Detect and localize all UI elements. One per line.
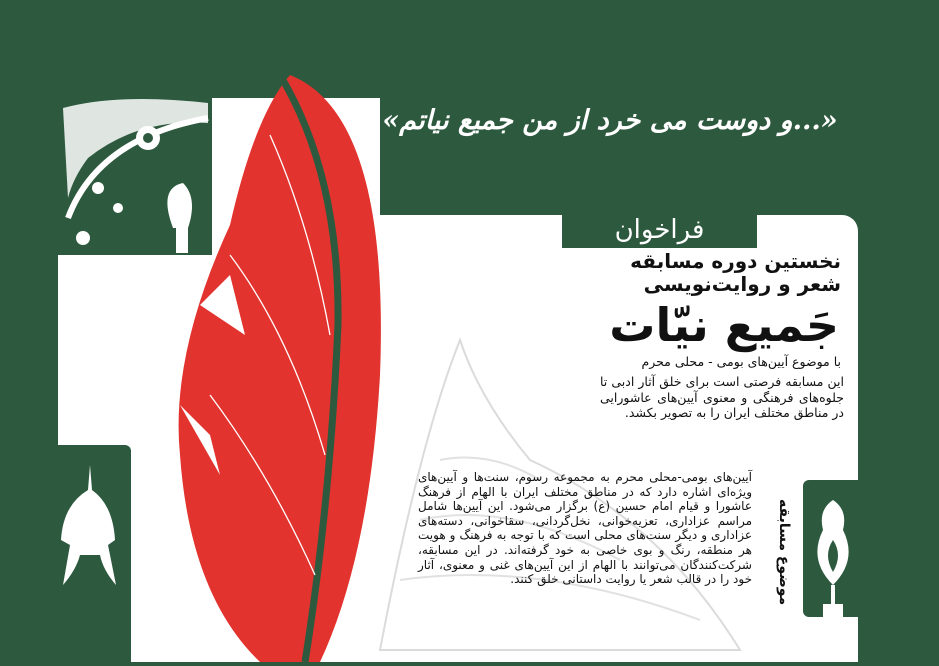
subtitle-line-1: نخستین دوره مسابقه (630, 249, 841, 273)
helmet-icon (58, 445, 131, 662)
body-paragraph: آیین‌های بومی-محلی محرم به مجموعه رسوم، سنت‌ها و آیین‌های ویژه‌ای اشاره دارد که در مناطق مختلف ایران با الهام از فرهنگ عاشورا و قیام امام حسین (ع) برگزار می‌شود. این آیین‌ها شامل مراسم عزاداری، تعزیه‌خوانی، نخل‌گردانی، سقاخوانی، دسته‌های عزاداری و دیگر سنت‌های محلی است که با توجه به فرهنگ و هویت هر منطقه، رنگ و بوی خاصی به خود گرفته‌اند. در این مسابقه، شرکت‌کنندگان می‌توانند با الهام از این آیین‌های غنی و معنوی، آثار خود را در قالب شعر یا روایت داستانی خلق کنند. (418, 470, 752, 587)
call-label: فراخوان (562, 212, 757, 248)
section-label: موضوع مسابقه (776, 498, 792, 605)
main-title: جَمیع نیّات (609, 298, 839, 352)
subtitle (630, 250, 841, 296)
feather-illustration (170, 75, 390, 662)
subtitle-line-2: شعر و روایت‌نویسی (643, 272, 841, 296)
intro-paragraph: این مسابقه فرصتی است برای خلق آثار ادبی تا جلوه‌های فرهنگی و معنوی آیین‌های عاشورایی در مناطق مختلف ایران را به تصویر بکشد. (600, 374, 844, 420)
emblem-box (803, 480, 858, 617)
quote-headline: «...و دوست می خرد از من جمیع نیاتم» (382, 105, 838, 136)
topic-line: با موضوع آیین‌های بومی - محلی محرم (641, 354, 841, 369)
helmet-box (58, 445, 131, 662)
tulip-emblem-icon (803, 480, 858, 617)
